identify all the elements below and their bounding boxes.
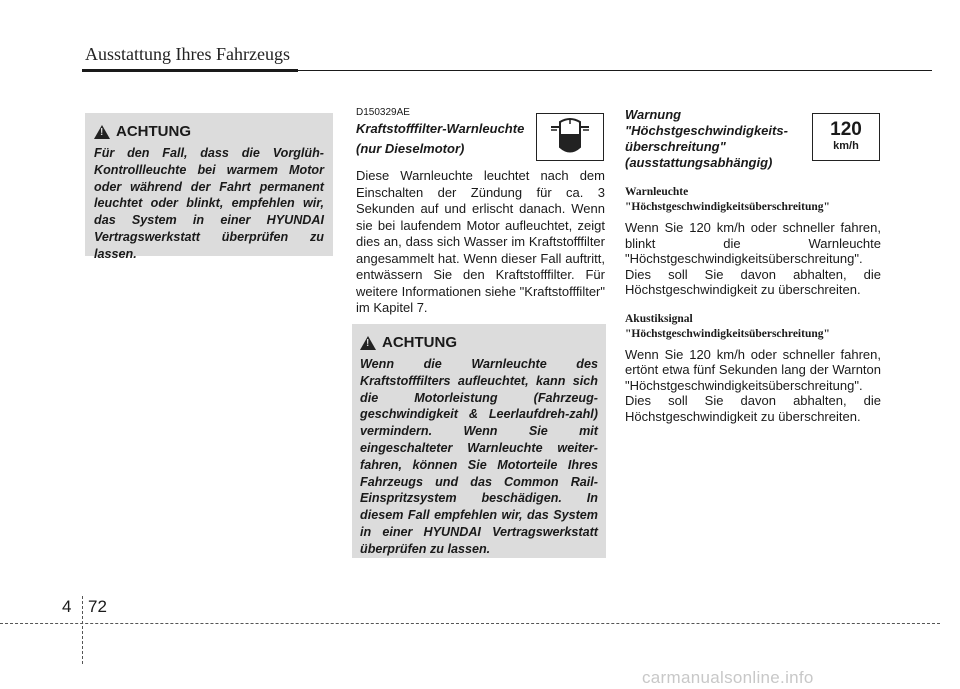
page-header-title: Ausstattung Ihres Fahrzeugs [85, 44, 290, 64]
speed-120-icon: 120 km/h [812, 113, 880, 161]
warning-box-fuel-filter [352, 324, 606, 558]
subsection-heading: Akustiksignal [625, 312, 693, 325]
section-subtitle: (nur Dieselmotor) [356, 141, 465, 156]
warning-title: ACHTUNG [116, 123, 191, 140]
warning-box-glow-plug [85, 113, 333, 261]
warning-triangle-icon [94, 125, 110, 139]
warning-text: Wenn die Warnleuchte des Kraftstofffilters aufleuchtet, kann sich die Motorleistung (Fahrzeug-geschwindigkeit & Leerlaufdreh-zahl) vermindern. Wenn Sie mit eingeschalteter Warnleuchte weiter-fahren, können Sie Motorteile Ihres Fahrzeugs und das Common Rail-Einspritzsystem beschädigen. In diesem Fall empfehlen wir, das System in einer HYUNDAI Vertragswerkstatt überprüfen zu lassen. [360, 357, 598, 556]
header-rule-thin [298, 70, 932, 71]
section-title: Kraftstofffilter-Warnleuchte [356, 121, 525, 136]
speed-warning-chime-section [625, 312, 881, 425]
subsection-text: Wenn Sie 120 km/h oder schneller fahren, ertönt etwa fünf Sekunden lang der Warnton "Höchstgeschwindigkeitsüberschreitung". Dies soll Sie davon abhalten, die Höchstgeschwindigkeit zu überschreiten. [625, 346, 881, 424]
chapter-number: 4 [62, 597, 72, 616]
header-rule [82, 69, 298, 72]
footer-rule [0, 623, 940, 624]
warning-title: ACHTUNG [382, 334, 457, 351]
footer-divider [82, 596, 83, 664]
subsection-heading: Warnleuchte [625, 186, 689, 198]
subsection-heading: "Höchstgeschwindigkeitsüberschreitung" [625, 327, 830, 340]
page-number: 72 [88, 597, 107, 616]
fuel-filter-water-icon [536, 113, 604, 161]
section-code: D150329AE [356, 107, 410, 118]
section-text: Diese Warnleuchte leuchtet nach dem Einschalten der Zündung für ca. 3 Sekunden auf und erlischt danach. Wenn sie bei laufendem Motor aufleuchtet, zeigt dies an, dass sich Wasser im Kraftstofffilter angesammelt hat. Wenn dieser Fall auftritt, entwässern Sie den Kraftstofffilter. Für weitere Informationen siehe "Kraftstofffilter" im Kapitel 7. [356, 168, 605, 315]
speed-warning-light-section [625, 185, 881, 298]
subsection-text: Wenn Sie 120 km/h oder schneller fahren, blinkt die Warnleuchte "Höchstgeschwindigkeitsüberschreitung". Dies soll Sie davon abhalten, die Höchstgeschwindigkeit zu überschreiten. [625, 220, 881, 297]
subsection-heading: "Höchstgeschwindigkeitsüberschreitung" [625, 201, 830, 213]
warning-triangle-icon [360, 336, 376, 350]
watermark: carmanualsonline.info [642, 668, 814, 687]
section-title: Warnung "Höchstgeschwindigkeits- überschreitung" (ausstattungsabhängig) [625, 107, 788, 170]
warning-text: Für den Fall, dass die Vorglüh-Kontrollleuchte bei warmem Motor oder während der Fahrt permanent leuchtet oder blinkt, empfehlen wir, das System in einer HYUNDAI Vertragswerkstatt überprüfen zu lassen. [94, 146, 324, 261]
